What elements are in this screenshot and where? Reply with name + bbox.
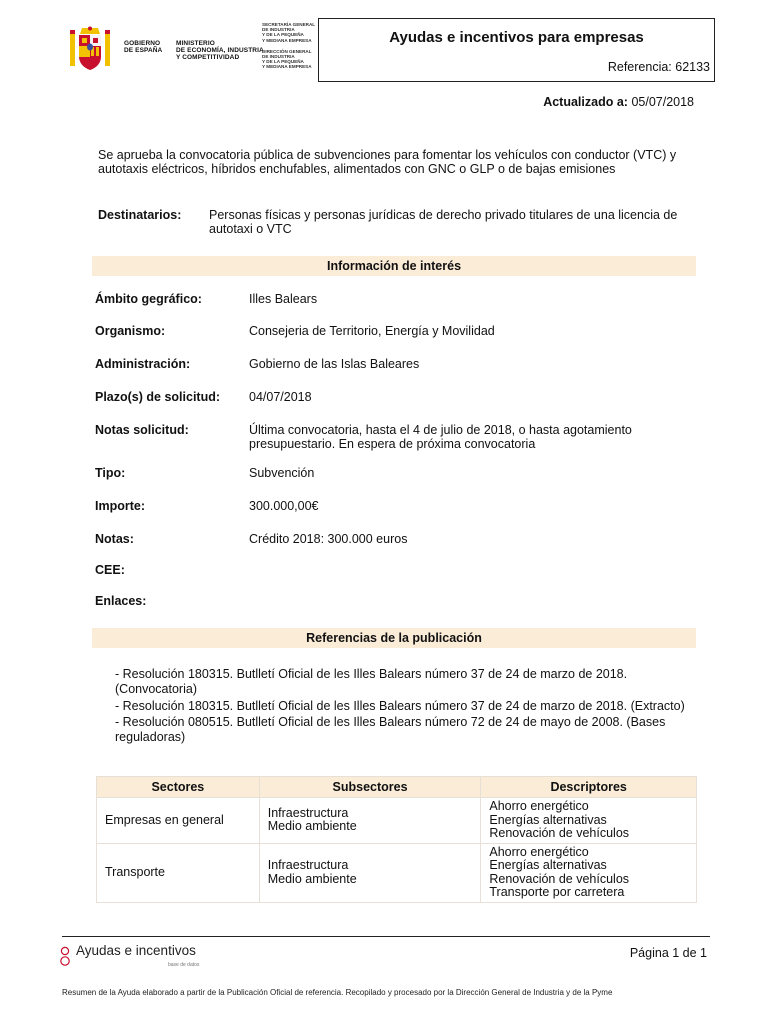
sectors-table [96, 776, 697, 903]
organismo-value: Consejeria de Territorio, Energía y Movilidad [249, 324, 495, 338]
page-number: Página 1 de 1 [629, 946, 707, 960]
reference-item: - Resolución 180315. Butlletí Oficial de les Illes Balears número 37 de 24 de marzo de 2018. (Extracto) [115, 698, 685, 713]
administracion-label: Administración: [95, 357, 191, 371]
reference-item: - Resolución 080515. Butlletí Oficial de les Illes Balears número 72 de 24 de mayo de 2008. (Bases reguladoras) [115, 715, 666, 745]
plazo-label: Plazo(s) de solicitud: [95, 390, 221, 404]
document-title: Ayudas e incentivos para empresas [389, 29, 644, 46]
table-row [97, 843, 697, 902]
table-row [97, 798, 697, 844]
subsector-item: Medio ambiente [267, 871, 357, 886]
updated-date [543, 95, 694, 109]
importe-label: Importe: [95, 499, 145, 513]
destinatarios-label: Destinatarios: [98, 208, 182, 222]
references-list [115, 667, 700, 747]
government-label: GOBIERNO DE ESPAÑA [124, 40, 163, 54]
importe-value: 300.000,00€ [249, 499, 319, 513]
footer-divider [62, 936, 710, 937]
descriptor-item: Transporte por carretera [489, 885, 625, 899]
references-section-header: Referencias de la publicación [92, 628, 696, 648]
administracion-value: Gobierno de las Islas Baleares [249, 357, 420, 371]
descriptor-item: Energías alternativas [489, 812, 607, 827]
cee-label: CEE: [95, 563, 125, 577]
descriptor-item: Renovación de vehículos [489, 871, 630, 886]
sector-cell: Transporte [97, 843, 260, 902]
footer-brand-name: Ayudas e incentivos [76, 943, 196, 958]
organismo-label: Organismo: [95, 324, 166, 338]
header-title-box [318, 18, 715, 82]
subsector-cell [259, 843, 481, 902]
footer-brand-sub: base de datos [168, 962, 200, 968]
notas-value: Crédito 2018: 300.000 euros [249, 532, 408, 546]
secretariat-label: SECRETARÍA GENERAL DE INDUSTRIA Y DE LA PEQUEÑA Y MEDIANA EMPRESA DIRECCIÓN GENERAL DE INDUSTRIA Y DE LA PEQUEÑA Y MEDIANA EMPRESA [262, 22, 316, 70]
header-sectores: Sectores [97, 777, 260, 798]
subsector-cell [259, 798, 481, 844]
subsector-item: Medio ambiente [267, 819, 357, 834]
info-section-header: Información de interés [92, 256, 696, 276]
subsector-item: Infraestructura [267, 858, 349, 872]
reference-number: Referencia: 62133 [607, 60, 710, 74]
header-subsectores: Subsectores [259, 777, 481, 798]
descriptor-item: Energías alternativas [489, 858, 607, 872]
descriptor-item: Ahorro energético [489, 844, 589, 859]
notas-label: Notas: [95, 532, 134, 546]
subsector-item: Infraestructura [267, 805, 349, 820]
updated-label: Actualizado a: [543, 95, 628, 109]
footer-brand-logo [60, 942, 220, 970]
updated-value: 05/07/2018 [631, 95, 694, 109]
summary-text: Se aprueba la convocatoria pública de subvenciones para fomentar los vehículos con conductor (VTC) y autotaxis eléctricos, híbridos enchufables, alimentados con GNC o GLP o de bajas emisiones [98, 148, 677, 176]
tipo-label: Tipo: [95, 466, 126, 480]
ministry-label: MINISTERIO DE ECONOMÍA, INDUSTRIA Y COMPETITIVIDAD [176, 40, 264, 61]
descriptor-cell [481, 843, 697, 902]
reference-item: - Resolución 180315. Butlletí Oficial de les Illes Balears número 37 de 24 de marzo de 2018. (Convocatoria) [115, 667, 628, 696]
header-descriptores: Descriptores [481, 777, 697, 798]
notas-solicitud-label: Notas solicitud: [95, 423, 189, 437]
coat-of-arms-icon [70, 26, 110, 72]
ambito-value: Illes Balears [249, 292, 318, 306]
notas-solicitud-value: Última convocatoria, hasta el 4 de julio de 2018, o hasta agotamiento presupuestario. En espera de próxima convocatoria [249, 423, 632, 451]
tipo-value: Subvención [249, 466, 315, 480]
sector-cell: Empresas en general [97, 798, 260, 844]
footer-note: Resumen de la Ayuda elaborado a partir de la Publicación Oficial de referencia. Recopilado y procesado por la Dirección General de Industria y de la Pyme [62, 988, 613, 997]
government-logo [62, 18, 322, 80]
table-header-row [97, 777, 697, 798]
enlaces-label: Enlaces: [95, 594, 147, 608]
descriptor-item: Renovación de vehículos [489, 826, 630, 840]
ambito-label: Ámbito gegráfico: [95, 292, 202, 306]
plazo-value: 04/07/2018 [249, 390, 312, 404]
descriptor-cell [481, 798, 697, 844]
brand-mark-icon [60, 943, 70, 969]
descriptor-item: Ahorro energético [489, 799, 589, 813]
destinatarios-value: Personas físicas y personas jurídicas de derecho privado titulares de una licencia de autotaxi o VTC [209, 208, 678, 236]
